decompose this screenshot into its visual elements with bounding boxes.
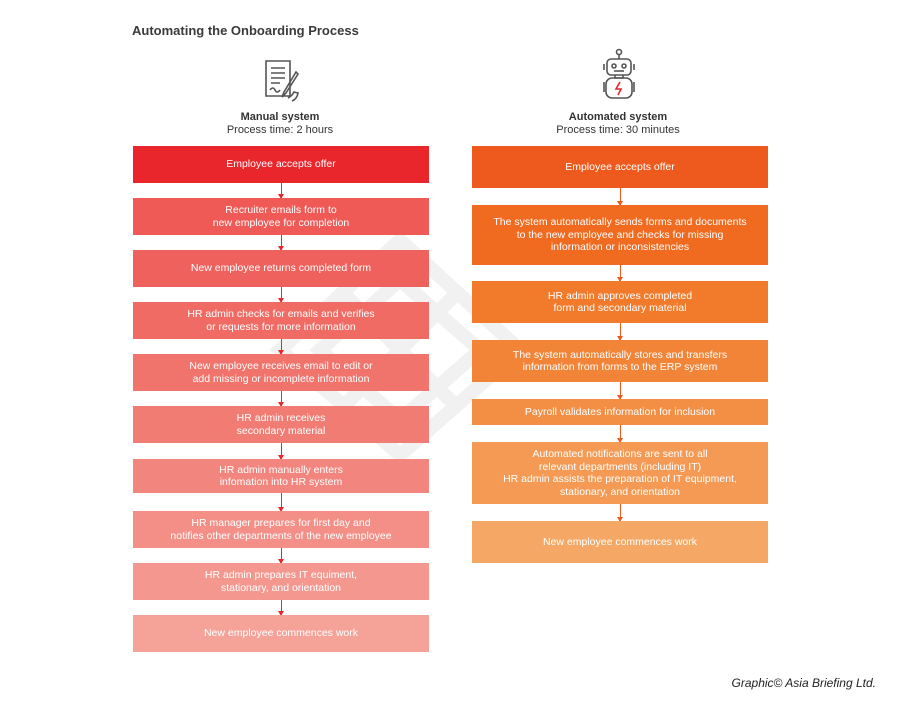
manual-step-label: New employee returns completed form	[190, 262, 372, 275]
automated-step-4	[472, 340, 768, 382]
manual-arrow	[281, 183, 282, 198]
automated-step-label: Employee accepts offer	[565, 160, 675, 173]
manual-step-9	[133, 563, 429, 600]
automated-system-name: Automated system	[568, 111, 668, 123]
automated-step-label: HR admin approves completed form and secondary material	[547, 289, 693, 314]
robot-icon	[601, 48, 637, 104]
manual-step-label: New employee receives email to edit or add missing or incomplete information	[189, 360, 373, 385]
manual-step-label: HR admin manually enters infomation into HR system	[219, 463, 343, 488]
automated-step-5	[472, 399, 768, 425]
manual-step-2	[133, 198, 429, 235]
document-signing-icon	[262, 58, 302, 104]
manual-system-header	[180, 111, 380, 137]
automated-step-6	[472, 442, 768, 504]
automated-arrow	[620, 425, 621, 442]
manual-step-5	[133, 354, 429, 391]
automated-step-7	[472, 521, 768, 563]
automated-arrow	[620, 265, 621, 281]
manual-step-label: Employee accepts offer	[226, 158, 336, 171]
manual-arrow	[281, 235, 282, 250]
manual-step-label: Recruiter emails form to new employee for completion	[212, 204, 350, 229]
automated-step-3	[472, 281, 768, 323]
manual-step-10	[133, 615, 429, 652]
page-title: Automating the Onboarding Process	[132, 23, 359, 38]
automated-process-time: Process time: 30 minutes	[556, 124, 680, 136]
manual-step-3	[133, 250, 429, 287]
automated-system-header	[518, 111, 718, 137]
manual-arrow	[281, 443, 282, 459]
manual-arrow	[281, 287, 282, 302]
manual-arrow	[281, 548, 282, 563]
automated-arrow	[620, 323, 621, 340]
manual-step-label: HR manager prepares for first day and notifies other departments of the new employee	[170, 517, 392, 542]
manual-step-label: HR admin prepares IT equiment, stationary, and orientation	[204, 569, 358, 594]
manual-arrow	[281, 493, 282, 511]
manual-step-8	[133, 511, 429, 548]
automated-step-label: New employee commences work	[542, 535, 698, 548]
manual-process-time: Process time: 2 hours	[226, 124, 334, 136]
manual-system-name: Manual system	[240, 111, 320, 123]
automated-step-2	[472, 205, 768, 265]
automated-step-label: The system automatically sends forms and documents to the new employee and checks for missing information or inconsistencies	[493, 216, 747, 254]
manual-step-4	[133, 302, 429, 339]
automated-step-label: The system automatically stores and transfers information from forms to the ERP system	[512, 348, 728, 373]
automated-arrow	[620, 504, 621, 521]
automated-step-label: Payroll validates information for inclusion	[524, 405, 716, 418]
automated-arrow	[620, 188, 621, 205]
automated-step-label: Automated notifications are sent to all relevant departments (including IT) HR admin assists the preparation of IT equipment, stationary, and orientation	[503, 448, 737, 498]
automated-step-1	[472, 146, 768, 188]
manual-arrow	[281, 391, 282, 406]
automated-arrow	[620, 382, 621, 399]
manual-step-6	[133, 406, 429, 443]
manual-step-label: HR admin receives secondary material	[236, 412, 326, 437]
manual-arrow	[281, 339, 282, 354]
credit-text: Graphic© Asia Briefing Ltd.	[731, 676, 876, 690]
manual-step-7	[133, 459, 429, 493]
manual-step-1	[133, 146, 429, 183]
manual-step-label: HR admin checks for emails and verifies or requests for more information	[187, 308, 375, 333]
manual-arrow	[281, 600, 282, 615]
manual-step-label: New employee commences work	[203, 627, 359, 640]
